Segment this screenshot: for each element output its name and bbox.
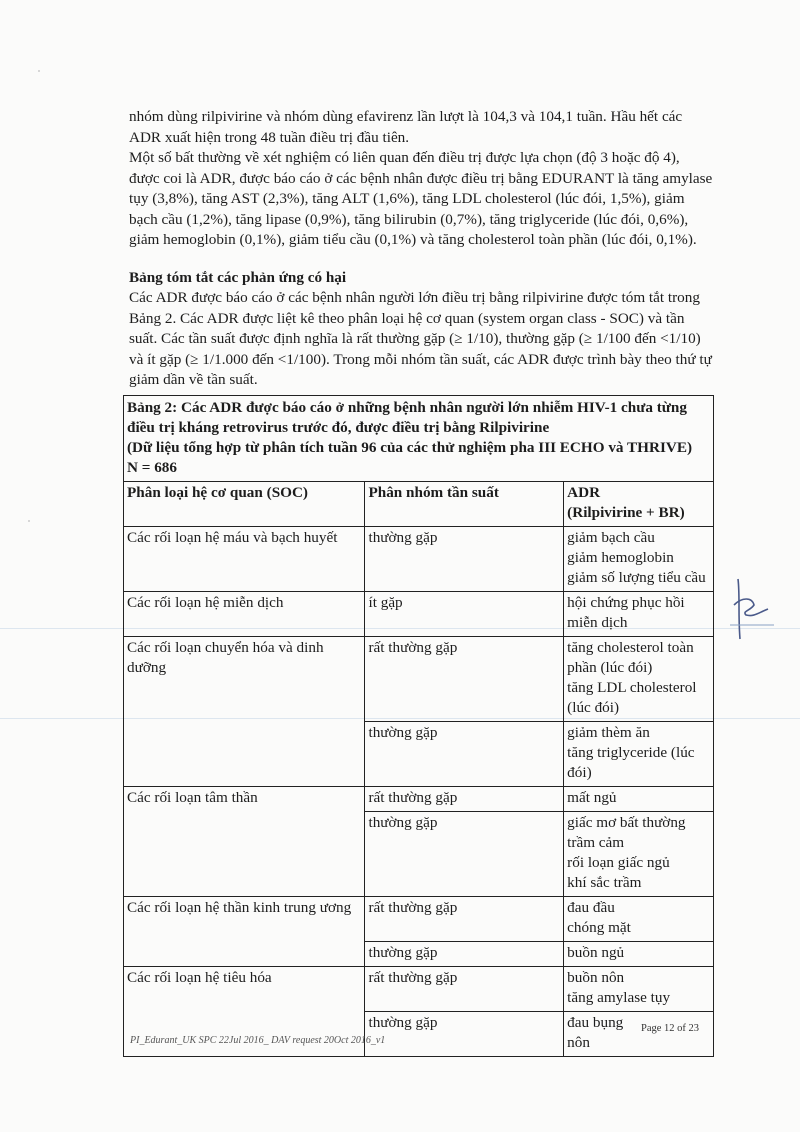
table-row bbox=[124, 787, 714, 812]
adr-event: chóng mặt bbox=[567, 919, 631, 936]
cell-frequency: thường gặp bbox=[365, 812, 564, 897]
table-body bbox=[124, 527, 714, 1057]
section-title: Bảng tóm tắt các phản ứng có hại bbox=[129, 269, 347, 286]
cell-adr-events bbox=[564, 527, 714, 592]
cell-adr-events bbox=[564, 722, 714, 787]
adr-event: buồn ngủ bbox=[567, 944, 625, 961]
cell-adr-events bbox=[564, 592, 714, 637]
cell-adr-events bbox=[564, 637, 714, 722]
cell-frequency: thường gặp bbox=[365, 942, 564, 967]
cell-frequency: rất thường gặp bbox=[365, 897, 564, 942]
table-row bbox=[124, 592, 714, 637]
table-header-row bbox=[124, 482, 714, 527]
header-frequency: Phân nhóm tần suất bbox=[365, 482, 564, 527]
cell-frequency: thường gặp bbox=[365, 722, 564, 787]
adr-event: buồn nôn bbox=[567, 969, 625, 986]
cell-frequency: ít gặp bbox=[365, 592, 564, 637]
table-caption-n: N = 686 bbox=[127, 459, 177, 476]
header-adr-title: ADR bbox=[567, 484, 601, 501]
header-adr bbox=[564, 482, 714, 527]
adr-event: trầm cảm bbox=[567, 834, 625, 851]
cell-frequency: thường gặp bbox=[365, 527, 564, 592]
table-caption-title: Bảng 2: Các ADR được báo cáo ở những bệnh nhân người lớn nhiễm HIV-1 chưa từng điều trị kháng retrovirus trước đó, được điều trị bằng Rilpivirine bbox=[127, 399, 687, 436]
adr-event: giảm hemoglobin bbox=[567, 549, 674, 566]
table-caption bbox=[124, 396, 714, 482]
table-row bbox=[124, 967, 714, 1012]
scan-speck bbox=[28, 520, 30, 522]
adr-event: giảm bạch cầu bbox=[567, 529, 655, 546]
cell-frequency: rất thường gặp bbox=[365, 637, 564, 722]
cell-adr-events bbox=[564, 1012, 714, 1057]
cell-adr-events bbox=[564, 942, 714, 967]
header-soc: Phân loại hệ cơ quan (SOC) bbox=[124, 482, 365, 527]
adr-event: khí sắc trầm bbox=[567, 874, 642, 891]
table-row bbox=[124, 637, 714, 722]
cell-adr-events bbox=[564, 967, 714, 1012]
scan-speck bbox=[38, 70, 40, 72]
cell-frequency: thường gặp bbox=[365, 1012, 564, 1057]
cell-soc: Các rối loạn hệ máu và bạch huyết bbox=[124, 527, 365, 592]
footer-page-number: Page 12 of 23 bbox=[641, 1023, 700, 1034]
adr-event: hội chứng phục hồi miễn dịch bbox=[567, 594, 685, 631]
paragraph-adr-timing: nhóm dùng rilpivirine và nhóm dùng efavirenz lần lượt là 104,3 và 104,1 tuần. Hầu hết các ADR xuất hiện trong 48 tuần điều trị đầu tiên. bbox=[129, 108, 683, 146]
adr-event: nôn bbox=[567, 1034, 590, 1051]
cell-soc: Các rối loạn hệ tiêu hóa bbox=[124, 967, 365, 1057]
adr-event: giấc mơ bất thường bbox=[567, 814, 686, 831]
adr-event: rối loạn giấc ngủ bbox=[567, 854, 670, 871]
table-row bbox=[124, 527, 714, 592]
cell-frequency: rất thường gặp bbox=[365, 787, 564, 812]
table-caption-source: (Dữ liệu tổng hợp từ phân tích tuần 96 của các thử nghiệm pha III ECHO và THRIVE) bbox=[127, 439, 693, 456]
adr-table bbox=[123, 395, 714, 1057]
cell-soc: Các rối loạn chuyển hóa và dinh dưỡng bbox=[124, 637, 365, 787]
adr-event: giảm thèm ăn bbox=[567, 724, 650, 741]
cell-soc: Các rối loạn tâm thần bbox=[124, 787, 365, 897]
cell-adr-events bbox=[564, 812, 714, 897]
adr-event: tăng amylase tụy bbox=[567, 989, 671, 1006]
adr-event: mất ngủ bbox=[567, 789, 617, 806]
adr-event: đau bụng bbox=[567, 1014, 624, 1031]
handwritten-initials-mark bbox=[728, 575, 776, 643]
paragraph-lab-abnormalities: Một số bất thường về xét nghiệm có liên quan đến điều trị được lựa chọn (độ 3 hoặc độ 4), được coi là ADR, được báo cáo ở các bệnh nhân được điều trị bằng EDURANT là tăng amylase tụy (3,8%), tăng AST (2,3%), tăng ALT (1,6%), tăng LDL cholesterol (lúc đói, 1,5%), giảm bạch cầu (1,2%), tăng lipase (0,9%), tăng bilirubin (0,7%), tăng triglyceride (lúc đói, 0,6%), giảm hemoglobin (0,1%), giảm tiểu cầu (0,1%) và tăng cholesterol toàn phần (lúc đói, 0,1%). bbox=[129, 149, 713, 248]
adr-event: giảm số lượng tiểu cầu bbox=[567, 569, 706, 586]
footer-document-id: PI_Edurant_UK SPC 22Jul 2016_ DAV request 20Oct 2016_v1 bbox=[130, 1035, 386, 1046]
paragraph-table-intro: Các ADR được báo cáo ở các bệnh nhân người lớn điều trị bằng rilpivirine được tóm tắt trong Bảng 2. Các ADR được liệt kê theo phân loại hệ cơ quan (system organ class - SOC) và tần suất. Các tần suất được định nghĩa là rất thường gặp (≥ 1/10), thường gặp (≥ 1/100 đến <1/10) và ít gặp (≥ 1/1.000 đến <1/100). Trong mỗi nhóm tần suất, các ADR được trình bày theo thứ tự giảm dần về tần suất. bbox=[129, 289, 712, 388]
adr-event: tăng LDL cholesterol (lúc đói) bbox=[567, 679, 697, 716]
cell-adr-events bbox=[564, 897, 714, 942]
adr-event: đau đầu bbox=[567, 899, 615, 916]
cell-soc: Các rối loạn hệ miễn dịch bbox=[124, 592, 365, 637]
cell-soc: Các rối loạn hệ thần kinh trung ương bbox=[124, 897, 365, 967]
cell-adr-events bbox=[564, 787, 714, 812]
header-adr-subtitle: (Rilpivirine + BR) bbox=[567, 504, 685, 521]
adr-event: tăng cholesterol toàn phần (lúc đói) bbox=[567, 639, 694, 676]
table-row bbox=[124, 897, 714, 942]
cell-frequency: rất thường gặp bbox=[365, 967, 564, 1012]
adr-event: tăng triglyceride (lúc đói) bbox=[567, 744, 695, 781]
